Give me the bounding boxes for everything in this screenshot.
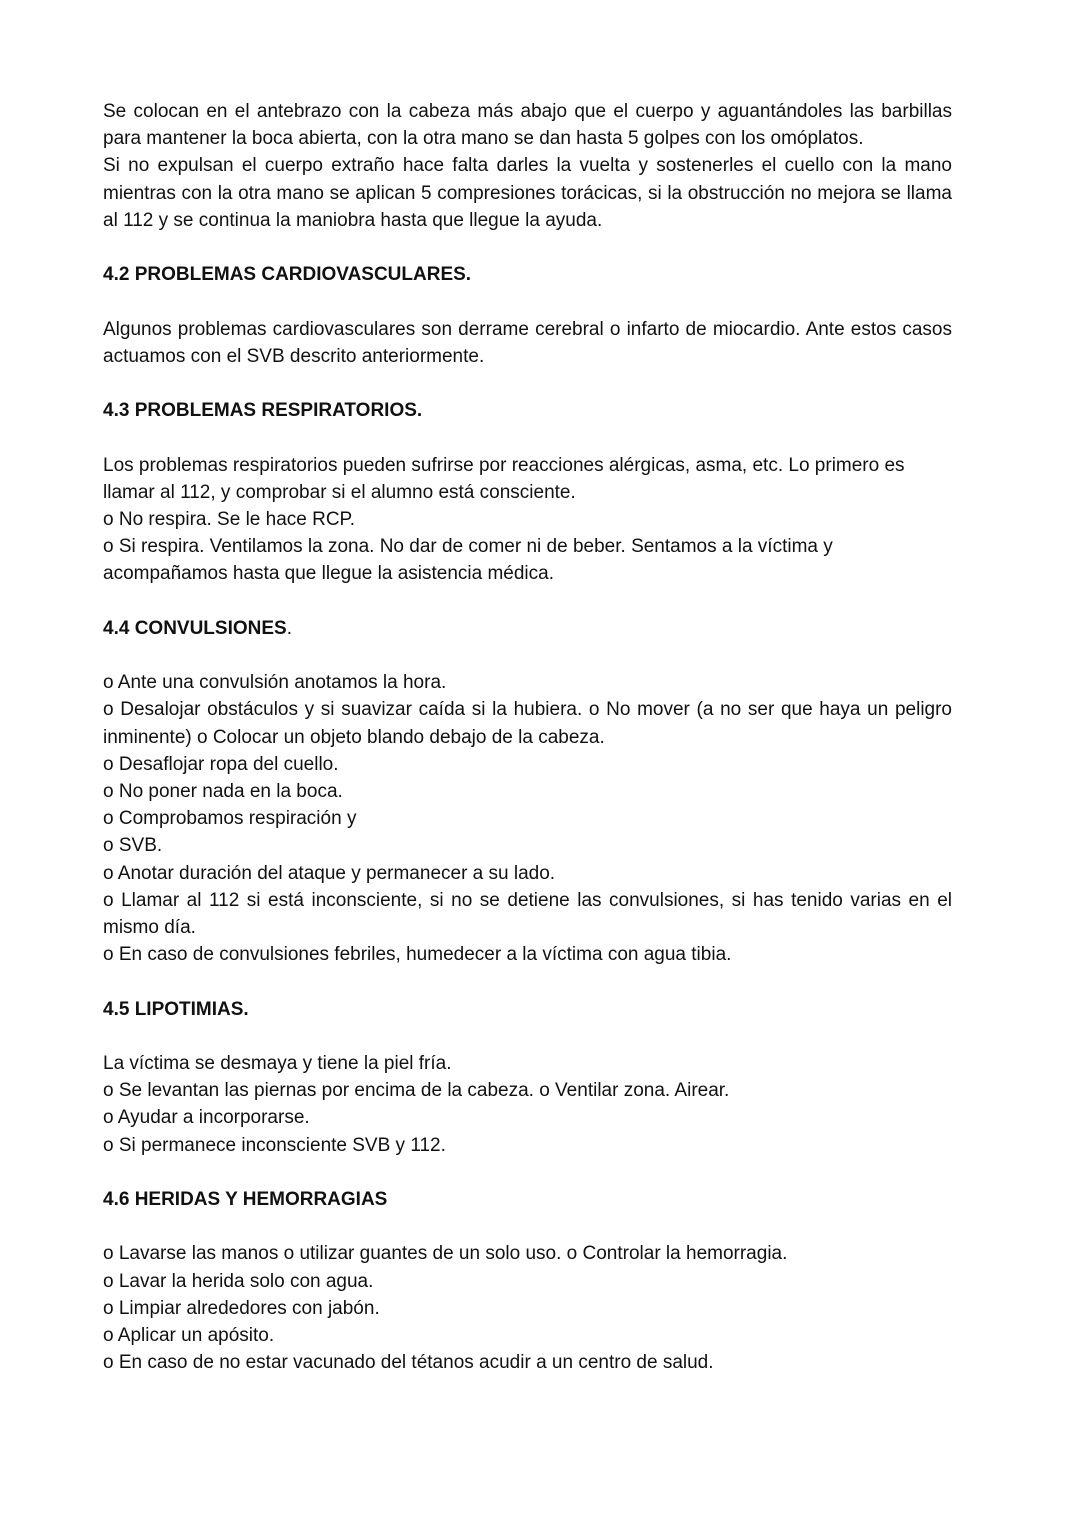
list-item: o SVB. [103, 835, 163, 857]
list-item: o En caso de no estar vacunado del tétanos acudir a un centro de salud. [103, 1352, 714, 1374]
intro-paragraph-1: Se colocan en el antebrazo con la cabeza más abajo que el cuerpo y aguantándoles las barbillas para mantener la boca abierta, con la otra mano se dan hasta 5 golpes con los omóplatos. [103, 101, 952, 150]
list-item: o Ante una convulsión anotamos la hora. [103, 672, 447, 694]
section-heading-heridas: 4.6 HERIDAS Y HEMORRAGIAS [103, 1188, 388, 1210]
list-item: o Se levantan las piernas por encima de la cabeza. o Ventilar zona. Airear. [103, 1080, 730, 1102]
list-item: o No poner nada en la boca. [103, 780, 343, 802]
cardiovasculares-paragraph: Algunos problemas cardiovasculares son derrame cerebral o infarto de miocardio. Ante estos casos actuamos con el SVB descrito anteriormente. [103, 318, 952, 367]
intro-paragraph-2: Si no expulsan el cuerpo extraño hace falta darles la vuelta y sostenerles el cuello con la mano mientras con la otra mano se aplican 5 compresiones torácicas, si la obstrucción no mejora se llama al 112 y se continua la maniobra hasta que llegue la ayuda. [103, 155, 952, 231]
list-item: o Aplicar un apósito. [103, 1324, 275, 1346]
list-item: o Desalojar obstáculos y si suavizar caída si la hubiera. o No mover (a no ser que haya un peligro inminente) o Colocar un objeto blando debajo de la cabeza. [103, 699, 952, 748]
list-item: o Lavar la herida solo con agua. [103, 1270, 374, 1292]
list-item: o Desaflojar ropa del cuello. [103, 753, 339, 775]
list-item: o En caso de convulsiones febriles, humedecer a la víctima con agua tibia. [103, 944, 732, 966]
section-heading-respiratorios: 4.3 PROBLEMAS RESPIRATORIOS. [103, 400, 423, 422]
list-item: o Anotar duración del ataque y permanecer a su lado. [103, 862, 556, 884]
list-item: o Llamar al 112 si está inconsciente, si no se detiene las convulsiones, si has tenido varias en el mismo día. [103, 889, 952, 938]
list-item: o No respira. Se le hace RCP. [103, 508, 356, 530]
section-heading-lipotimias: 4.5 LIPOTIMIAS. [103, 998, 249, 1020]
list-item: o Comprobamos respiración y [103, 808, 357, 830]
section-heading-convulsiones-period: . [286, 617, 292, 639]
section-heading-cardiovasculares: 4.2 PROBLEMAS CARDIOVASCULARES. [103, 264, 472, 286]
section-heading-convulsiones [103, 615, 952, 642]
list-item: o Si respira. Ventilamos la zona. No dar de comer ni de beber. Sentamos a la víctima y acompañamos hasta que llegue la asistencia médica. [103, 536, 833, 585]
list-item: o Limpiar alrededores con jabón. [103, 1297, 380, 1319]
respiratorios-paragraph: Los problemas respiratorios pueden sufrirse por reacciones alérgicas, asma, etc. Lo primero es llamar al 112, y comprobar si el alumno está consciente. [103, 454, 905, 503]
document-page [103, 98, 952, 1376]
section-heading-convulsiones-text: 4.4 CONVULSIONES [103, 617, 287, 639]
lipotimias-paragraph: La víctima se desmaya y tiene la piel fría. [103, 1052, 452, 1074]
list-item: o Si permanece inconsciente SVB y 112. [103, 1134, 446, 1156]
list-item: o Ayudar a incorporarse. [103, 1107, 310, 1129]
list-item: o Lavarse las manos o utilizar guantes de un solo uso. o Controlar la hemorragia. [103, 1243, 788, 1265]
